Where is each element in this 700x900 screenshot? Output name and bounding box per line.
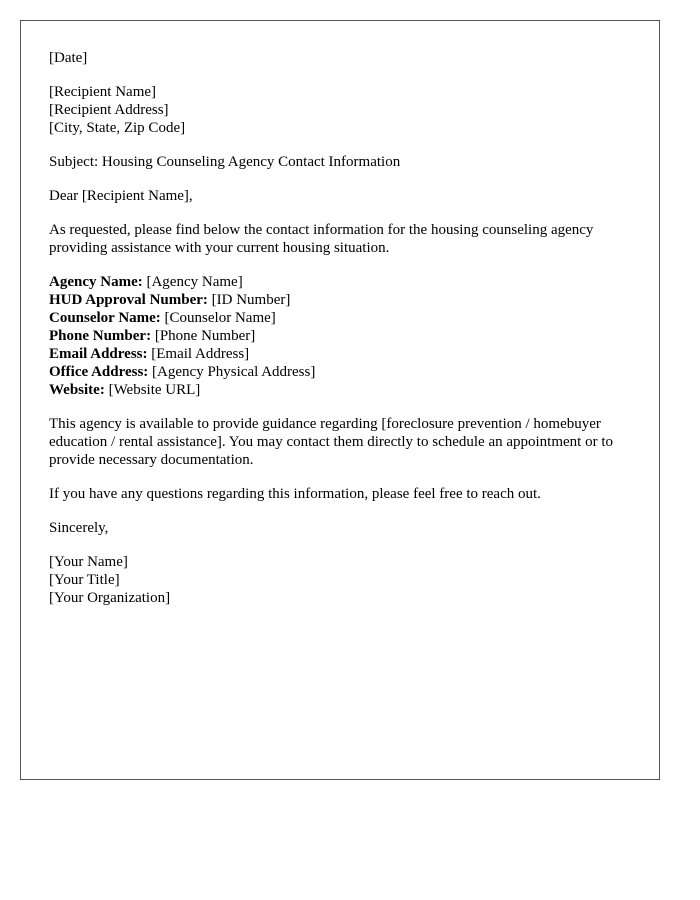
questions-paragraph: [49, 485, 631, 503]
field-value: [Phone Number]: [151, 328, 256, 344]
recipient-block: [49, 83, 631, 137]
field-label: Agency Name:: [49, 274, 143, 290]
guidance-text: This agency is available to provide guidance regarding [foreclosure prevention / homebuyer education / rental assistance]. You may contact them directly to schedule an appointment or to provide necessary documentation.: [49, 416, 614, 468]
field-value: [Email Address]: [147, 346, 250, 362]
subject-text: Subject: Housing Counseling Agency Contact Information: [49, 154, 401, 170]
field-label: Phone Number:: [49, 328, 152, 344]
date-text: [Date]: [49, 50, 88, 66]
field-value: [Counselor Name]: [160, 310, 276, 326]
agency-field-counselor-name: [49, 309, 631, 327]
field-label: Office Address:: [49, 364, 149, 380]
field-label: Website:: [49, 382, 105, 398]
letter-date: [49, 49, 631, 67]
intro-text: As requested, please find below the contact information for the housing counseling agency providing assistance with your current housing situation.: [49, 222, 594, 256]
closing-text: Sincerely,: [49, 520, 109, 536]
recipient-address: [Recipient Address]: [49, 102, 169, 118]
letter-page: [20, 20, 660, 780]
agency-details: [49, 273, 631, 399]
agency-field-email-address: [49, 345, 631, 363]
agency-field-office-address: [49, 363, 631, 381]
agency-field-hud-approval-number: [49, 291, 631, 309]
field-label: Email Address:: [49, 346, 148, 362]
salutation: [49, 187, 631, 205]
closing: [49, 519, 631, 537]
signature-block: [49, 553, 631, 607]
field-label: HUD Approval Number:: [49, 292, 208, 308]
signature-title: [Your Title]: [49, 572, 120, 588]
agency-field-agency-name: [49, 273, 631, 291]
questions-text: If you have any questions regarding this information, please feel free to reach out.: [49, 486, 541, 502]
guidance-paragraph: [49, 415, 631, 469]
signature-name: [Your Name]: [49, 554, 128, 570]
subject-line: [49, 153, 631, 171]
recipient-name: [Recipient Name]: [49, 84, 157, 100]
agency-field-phone-number: [49, 327, 631, 345]
field-label: Counselor Name:: [49, 310, 161, 326]
field-value: [Agency Name]: [142, 274, 243, 290]
field-value: [Website URL]: [104, 382, 201, 398]
intro-paragraph: [49, 221, 631, 257]
signature-organization: [Your Organization]: [49, 590, 171, 606]
field-value: [Agency Physical Address]: [148, 364, 316, 380]
agency-field-website: [49, 381, 631, 399]
recipient-city-state-zip: [City, State, Zip Code]: [49, 120, 186, 136]
salutation-text: Dear [Recipient Name],: [49, 188, 193, 204]
field-value: [ID Number]: [207, 292, 291, 308]
